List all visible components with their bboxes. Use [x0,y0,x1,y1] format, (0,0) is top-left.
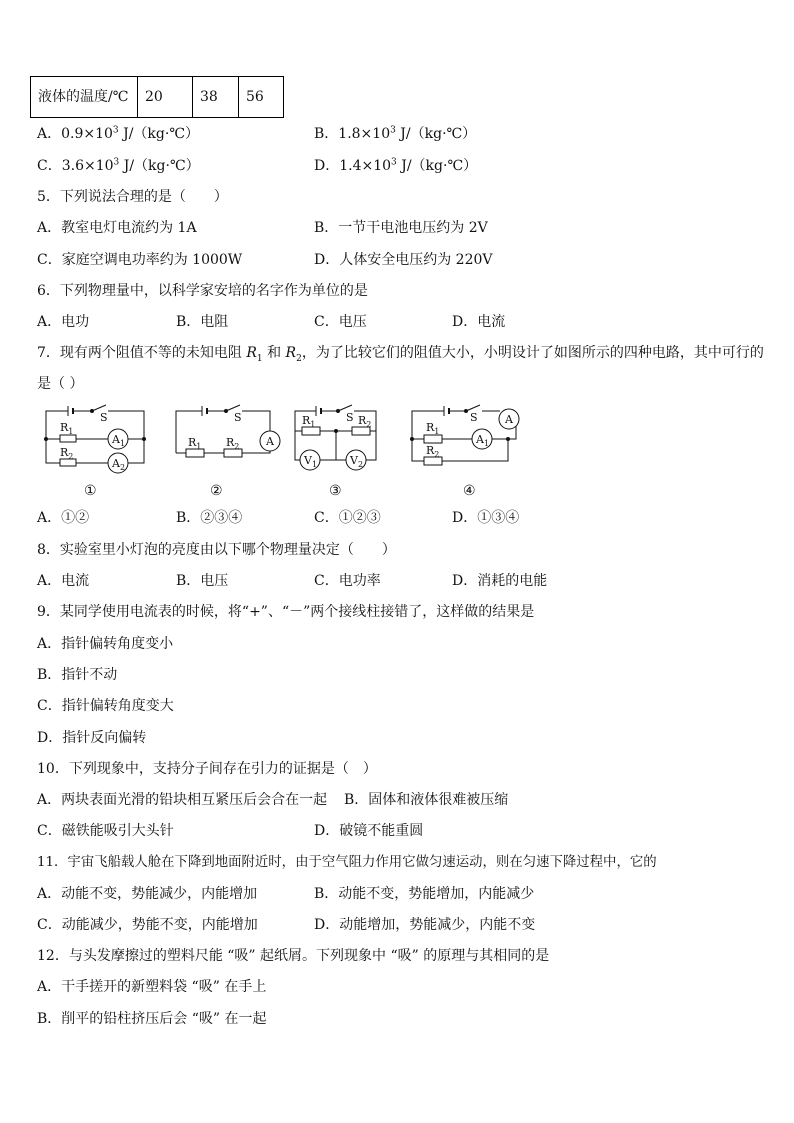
q12-option-b: B．削平的铅柱挤压后会 “吸” 在一起 [37,1011,267,1027]
circuit-caption: ① [84,483,97,499]
q11-option-a: A．动能不变，势能减少，内能增加 [37,886,258,902]
q6-option-c: C．电压 [314,314,367,330]
switch-label: S [346,411,354,424]
ammeter-label: $A_1$ [476,433,490,448]
resistor-label: $R_2$ [358,414,372,429]
q5-option-c: C．家庭空调电功率约为 1000W [37,252,243,268]
circuit-2 [176,405,280,457]
q10-option-d: D．破镜不能重圆 [314,823,424,839]
table-cell: 56 [239,77,284,118]
q10-option-a: A．两块表面光滑的铅块相互紧压后会合在一起 [37,792,328,808]
q9-stem: 9．某同学使用电流表的时候，将“+”、“－”两个接线柱接错了，这样做的结果是 [37,604,535,620]
q6-option-d: D．电流 [452,314,506,330]
q9-option-b: B．指针不动 [37,667,118,683]
q8-option-a: A．电流 [37,573,90,589]
q7-option-c: C．①②③ [314,510,381,526]
resistor-label: $R_1$ [302,414,316,429]
q8-option-c: C．电功率 [314,573,381,589]
ammeter-label: A [266,435,274,448]
q8-option-b: B．电压 [176,573,229,589]
circuit-caption: ② [210,483,223,499]
q12-option-a: A．干手搓开的新塑料袋 “吸” 在手上 [37,979,267,995]
q5-option-d: D．人体安全电压约为 220V [314,252,493,268]
table-row [31,77,284,118]
table-header-cell: 液体的温度/℃ [31,77,138,118]
q8-option-d: D．消耗的电能 [452,573,548,589]
q12-stem: 12．与头发摩擦过的塑料尺能 “吸” 起纸屑。下列现象中 “吸” 的原理与其相同的是 [37,948,550,964]
switch-label: S [234,411,242,424]
q11-option-c: C．动能减少，势能不变，内能增加 [37,917,258,933]
ammeter-label: $A_1$ [112,433,126,448]
q6-option-b: B．电阻 [176,314,229,330]
q11-option-d: D．动能增加，势能减少，内能不变 [314,917,536,933]
q7-stem-continued: 是（ ） [37,376,84,392]
q4-option-a: A．$0.9\times 10^3$ J/（kg·℃） [37,125,199,142]
resistor-label: $R_1$ [60,421,74,436]
q8-stem: 8．实验室里小灯泡的亮度由以下哪个物理量决定（ ） [37,542,396,558]
voltmeter-label: $V_1$ [304,454,318,469]
resistor-label: $R_1$ [188,436,202,451]
q10-stem: 10．下列现象中，支持分子间存在引力的证据是（ ） [37,761,377,777]
circuit-diagrams [40,403,530,483]
q9-option-a: A．指针偏转角度变小 [37,636,174,652]
voltmeter-label: $V_2$ [350,454,364,469]
resistor-label: $R_1$ [426,421,440,436]
resistor-label: $R_2$ [60,446,74,461]
circuit-caption: ③ [329,483,342,499]
q9-option-d: D．指针反向偏转 [37,730,147,746]
q10-option-c: C．磁铁能吸引大头针 [37,823,174,839]
q9-option-c: C．指针偏转角度变大 [37,698,174,714]
q7-option-d: D．①③④ [452,510,520,526]
temperature-table [30,76,284,118]
resistor-label: $R_2$ [426,444,440,459]
q10-option-b: B．固体和液体很难被压缩 [344,792,509,808]
circuit-caption: ④ [463,483,476,499]
q4-option-b: B．$1.8\times 10^3$ J/（kg·℃） [314,125,477,142]
switch-label: S [100,411,108,424]
q5-stem: 5．下列说法合理的是（ ） [37,189,228,205]
resistor-label: $R_2$ [226,436,240,451]
q5-option-a: A．教室电灯电流约为 1A [37,220,197,236]
q7-option-a: A．①② [37,510,90,526]
q6-stem: 6．下列物理量中，以科学家安培的名字作为单位的是 [37,283,368,299]
q11-stem: 11．宇宙飞船载人舱在下降到地面附近时，由于空气阻力作用它做匀速运动，则在匀速下降过程中，它的 [37,855,657,870]
ammeter-label: $A_2$ [112,457,126,472]
q5-option-b: B．一节干电池电压约为 2V [314,220,488,236]
switch-label: S [470,411,478,424]
q11-option-b: B．动能不变，势能增加，内能减少 [314,886,535,902]
q4-option-d: D．$1.4\times 10^3$ J/（kg·℃） [314,157,478,174]
table-cell: 20 [138,77,193,118]
ammeter-label: A [505,413,513,426]
q7-stem: 7．现有两个阻值不等的未知电阻 $R_1$ 和 $R_2$，为了比较它们的阻值大小，小明设计了如图所示的四种电路，其中可行的 [37,345,764,364]
q4-option-c: C．$3.6\times 10^3$ J/（kg·℃） [37,157,200,174]
table-cell: 38 [193,77,239,118]
circuit-1 [45,405,146,473]
q7-option-b: B．②③④ [176,510,243,526]
q6-option-a: A．电功 [37,314,90,330]
